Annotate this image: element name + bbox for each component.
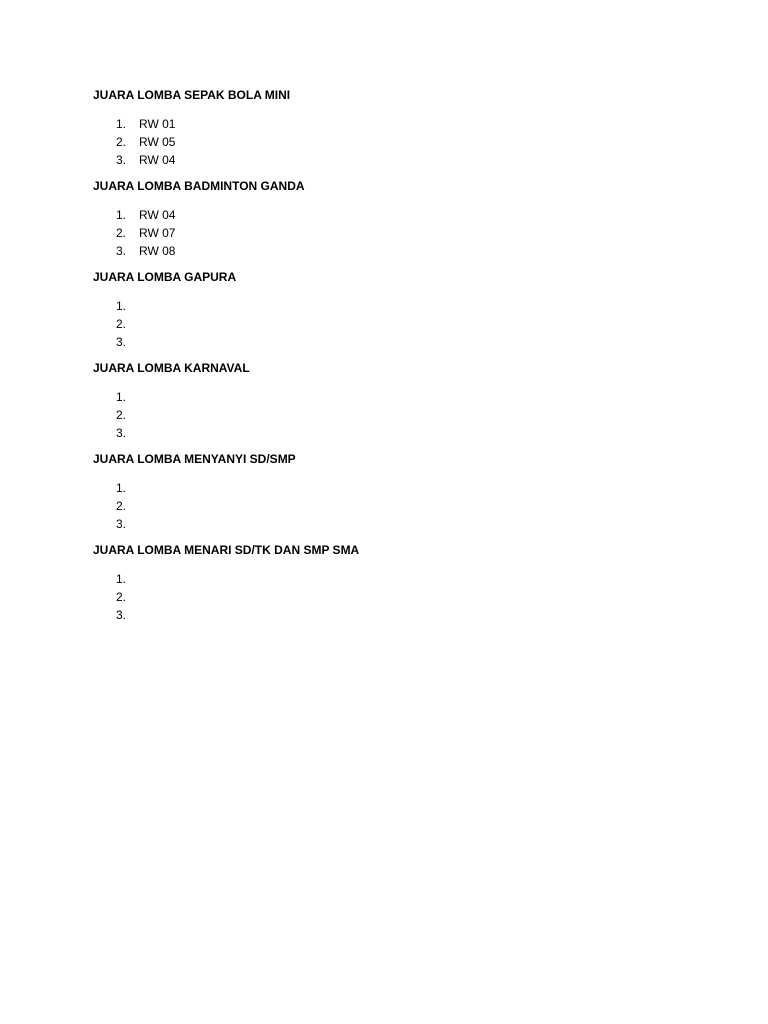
list-text xyxy=(139,424,768,442)
list-item xyxy=(93,479,768,497)
list-item xyxy=(93,115,768,133)
list-number: 2. xyxy=(116,135,127,149)
list-item xyxy=(93,315,768,333)
list-item xyxy=(93,515,768,533)
list-item xyxy=(93,224,768,242)
list-text xyxy=(139,333,768,351)
list-text xyxy=(139,406,768,424)
section-sepak-bola-mini xyxy=(93,88,768,169)
list-text: RW 05 xyxy=(139,135,176,149)
list-item xyxy=(93,206,768,224)
list-text xyxy=(139,515,768,533)
list-number: 3. xyxy=(116,517,127,531)
list-number: 2. xyxy=(116,408,127,422)
list-number: 2. xyxy=(116,499,127,513)
list-item xyxy=(93,333,768,351)
list-number: 3. xyxy=(116,335,127,349)
list-text: RW 04 xyxy=(139,208,176,222)
section-heading: JUARA LOMBA KARNAVAL xyxy=(93,361,250,375)
section-badminton-ganda xyxy=(93,179,768,260)
list-number: 2. xyxy=(116,226,127,240)
list-item xyxy=(93,570,768,588)
list-number: 3. xyxy=(116,153,127,167)
list-text xyxy=(139,297,768,315)
list-number: 1. xyxy=(116,208,127,222)
ranking-list xyxy=(93,206,768,260)
list-number: 1. xyxy=(116,299,127,313)
list-text xyxy=(139,606,768,624)
ranking-list xyxy=(93,570,768,624)
ranking-list xyxy=(93,115,768,169)
list-number: 1. xyxy=(116,572,127,586)
list-text xyxy=(139,315,768,333)
list-number: 1. xyxy=(116,390,127,404)
list-text: RW 07 xyxy=(139,226,176,240)
list-text xyxy=(139,479,768,497)
list-item xyxy=(93,406,768,424)
section-heading: JUARA LOMBA MENARI SD/TK DAN SMP SMA xyxy=(93,543,360,557)
list-item xyxy=(93,388,768,406)
list-number: 2. xyxy=(116,317,127,331)
list-item xyxy=(93,242,768,260)
list-item xyxy=(93,588,768,606)
list-item xyxy=(93,497,768,515)
section-heading: JUARA LOMBA MENYANYI SD/SMP xyxy=(93,452,296,466)
list-item xyxy=(93,133,768,151)
ranking-list xyxy=(93,479,768,533)
list-text xyxy=(139,497,768,515)
list-number: 3. xyxy=(116,608,127,622)
ranking-list xyxy=(93,297,768,351)
list-text: RW 08 xyxy=(139,244,176,258)
list-item xyxy=(93,424,768,442)
ranking-list xyxy=(93,388,768,442)
list-number: 1. xyxy=(116,117,127,131)
list-item xyxy=(93,297,768,315)
section-gapura xyxy=(93,270,768,351)
section-heading: JUARA LOMBA BADMINTON GANDA xyxy=(93,179,305,193)
list-number: 2. xyxy=(116,590,127,604)
section-menyanyi xyxy=(93,452,768,533)
list-text: RW 04 xyxy=(139,153,176,167)
section-menari xyxy=(93,543,768,624)
list-text xyxy=(139,570,768,588)
list-number: 3. xyxy=(116,244,127,258)
list-text xyxy=(139,588,768,606)
section-heading: JUARA LOMBA SEPAK BOLA MINI xyxy=(93,88,291,102)
list-item xyxy=(93,606,768,624)
list-item xyxy=(93,151,768,169)
list-text xyxy=(139,388,768,406)
list-text: RW 01 xyxy=(139,117,176,131)
list-number: 1. xyxy=(116,481,127,495)
section-karnaval xyxy=(93,361,768,442)
section-heading: JUARA LOMBA GAPURA xyxy=(93,270,237,284)
list-number: 3. xyxy=(116,426,127,440)
